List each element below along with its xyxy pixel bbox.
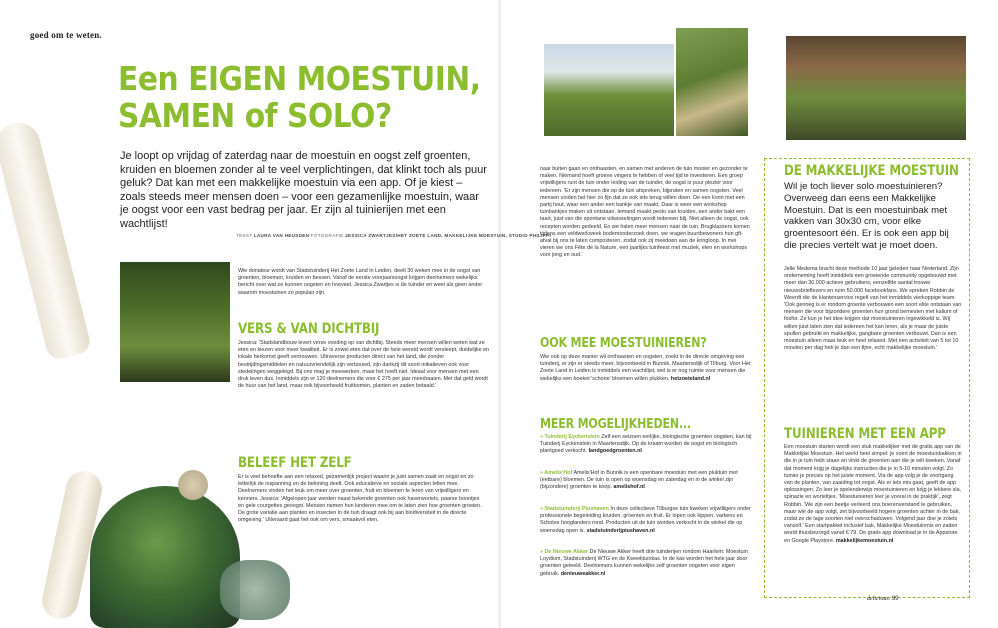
magazine-name: delicious. <box>867 596 891 602</box>
item-name: » Stadstuinderij Piushaven <box>540 506 609 512</box>
col1-paragraph-2: Jessica: 'Stadslandbouw levert verse voeding op van dichtbij. Steeds meer mensen willen weten wat ze eten en kiezen voor meer kwaliteit. Er is zowel eten dat over de hele wereld wordt versleept, duidelijke en lokale herkomst geeft vertrouwen. Ultraverse producten direct van het land, die zonder bestrijdingsmiddelen en natuurvriendelijk zijn verbouwd, zijn dankzij dit soort initiatieven ook voor stedelingen weggelegd. Bij ons mag je meewerken, maar het hoeft niet. Ideaal voor mensen met een druk leven dus. Inmiddels zijn er 120 deelnemers die voor € 275 per jaar meedraaien. Met dat geld wordt de huur van het land, maar ook bijvoorbeeld fruitbomen, planten en zaden betaald.' <box>238 340 490 390</box>
item-name: » Amelis'Hof <box>540 470 573 476</box>
item-text: In deze collectieve Tilburgse tuin kweken vrijwilligers onder professionele begeleiding kruiden, groenten en fruit. Er lopen ook kippen, varkens en Schotse hooglanders rond. Producten uit de tuin worden verkocht in de winkel die op woensdag open is. <box>540 506 751 534</box>
page-title <box>118 59 481 135</box>
garden-photo-2 <box>676 28 748 136</box>
item-link[interactable]: stadstuinderijpiushaven.nl <box>586 527 655 534</box>
heading-ook-mee: OOK MEE MOESTUINIEREN? <box>540 336 707 351</box>
item-text: Amelis'Hof in Bunnik is een openbare moestuin met een pluktuin met (eetbare) bloemen. De tuin is open op woensdag en zaterdag en in de winkel zijn (bijzondere) groenten te koop. <box>540 470 738 491</box>
heading-tuinieren-app: TUINIEREN MET EEN APP <box>784 426 946 442</box>
item-text: De Nieuwe Akker heeft drie tuinderijen rondom Haarlem: Moestuin Loydium, Stadstuinderij WTG en de Kweektuinkas. In de kas worden het hele jaar door groenten geteeld. Deelnemers kunnen wekelijks zelf groenten oogsten voor eigen gebruik. <box>540 549 748 577</box>
item-name: » Tuinderij Eyckenstein <box>540 434 600 440</box>
item-link[interactable]: denieuweakker.nl <box>560 570 606 577</box>
col1-paragraph-3: Er is veel behoefte aan een relaxed, gezamenlijk project waarin je juist samen zaait en oogst en zo letterlijk de inspanning en de beloning deelt. Ook educatieve en sociale aspecten tellen mee. Deelnemers vinden het leuk om meer over groenten, fruit en bloemen te leren van vrijwilligers en kenners. Jessica: 'Afgelopen jaar werden naast bekende groenten ook haverwortels, paarse boontjes en gele courgettes geoogst. Mensen nemen hun kinderen mee om te laten zien hoe groenten groeien. De grote variatie aan planten en insecten in de tuin draagt ook bij aan biodiversiteit in de directe omgeving.' Uiteraard gaat het ook om vers, smaakvol eten, <box>238 474 482 524</box>
greenhouse-photo <box>120 262 230 382</box>
sidebar-intro: Wil je toch liever solo moestuinieren? Overweeg dan eens een Makkelijke Moestuin. Dat is een moestuinbak met vakken van 30x30 cm, voor elke groentesoort één. Er is ook een app bij die precies vertelt wat je moet doen. <box>784 181 949 251</box>
title-line-2: SAMEN of SOLO? <box>118 96 392 135</box>
col2-paragraph-1: naar buiten gaan en onthaasten, en samen met anderen de tuin mooier en gezonder te maken. Niemand hoeft groene vingers te hebben of veel tijd te investeren. Een groep vrijwilligers runt de tuin onder leiding van de tuinder, de oogst is puur plezier voor iedereen. 'Er zijn mensen die op de tuin afspreken, bijpraten en samen oogsten. Veel mensen vinden het hier zo fijn dat ze ook iets terug willen doen. De een komt met een partij hout, waar een ander een bankje van maakt. Daar is weer een workshop tuinbankjes maken uit ontstaan. Iemand maakt pesto van kruiden, een ander bakt een taart, juist van die spontane uitwisselingen wordt iedereen blij. Niet alleen de oogst, ook recepten worden gedeeld. En we halen meer mensen naar de tuin. Brugklassers komen tijdens een veldwerkweek bodemonderzoek doen, we vragen buurtbewoners hun gft-afval bij ons te laten composteren, zodat ook zij meedoen aan de kringloop. In mei vieren we ons Fête de la Nature, een jaarlijks tuinfeest met muziek, eten en workshops voor jong en oud.' <box>540 166 750 259</box>
title-line-1: Een EIGEN MOESTUIN, <box>118 59 481 98</box>
item-text: Zelf een seizoen eerlijke, biologische groenten oogsten, kan bij Tuinderij Eyckenstein in Maartensdijk. Op de kraam worden de oogst en biologisch plantgoed verkocht. <box>540 434 752 455</box>
list-item <box>540 470 752 492</box>
col3-paragraph-2-text: Een moestuin starten wordt een stuk makkelijker met de gratis app van de Makkelijke Moestuin. Het werkt heel simpel: je voert de moestuinbakken in die in je tuin hebt staan en vinkt de groenten aan die je wilt kweken. Vanaf dat moment krijg je dagelijks instructies die je in 5-10 minuten volgt. Zo tuinier je precies op het juiste moment. Via de app volg je de voortgang van de planten, van zaaiding tot oogst. Als er iets mis gaat, geeft de app oplossingen. Zo leer je spelenderwijs moestuinieren en krijg je lekkere sla, spinazie en worteltjes. 'Moestuinieren leer je vooral in de praktijk', zegt Robbin. 'We zijn een beetje verleerd ons boerenverstand te gebruiken, maar wie de app volgt, zet bijvoorbeeld hogere groenten achter in de bak, zodat ze de lage soorten niet overschaduwen. Volgend jaar doe je zoiets vanzelf.' Een startpakket inclusief bak, Makkelijke Moestuinmix en zaden wordt thuisbezorgd vanaf € 79. De gratis app download je in de Appstore en Google Playstore. <box>784 444 962 544</box>
heading-meer: MEER MOGELIJKHEDEN... <box>540 417 692 432</box>
col1-paragraph-1: Wie donateur wordt van Stadstuinderij Het Zoete Land in Leiden, deelt 30 weken mee in de oogst van groenten, bloemen, kruiden en bessen. Vanaf de eerste voorjaarsoogst krijgen deelnemers wekelijks bericht over wat ze kunnen oogsten en hoeveel. Jessica Zwartjes is de tuinder en weet als geen ander waarom moestuinen zo populair zijn. <box>238 268 483 296</box>
item-name: » De Nieuwe Akker <box>540 549 589 555</box>
item-link[interactable]: landgoedgroenten.nl <box>588 448 642 455</box>
credits-photo-author: JESSICA ZWARTJES/HET ZOETE LAND, MAKKELIJKE MOESTUIN, STUDIO PHILIPPI <box>345 233 551 238</box>
col3-paragraph-1: Jelle Medema bracht deze methode 10 jaar geleden naar Nederland. Zijn onderneming heeft inmiddels een groeiende community opgebouwd met meer dan 30.000 actieve gebruikers, eenzelfde aantal trouwe nieuwsbrieflezers en ruim 50.000 facebookfans. We spreken Robbin de Weerdt die de klantenservice regelt van het inmiddels vierkoppige team. 'Ook genoeg is er rondom groente verbouwen een soort elite ontstaan van mensen die voor bijzondere groenten hun grond bemesten met kalium of fosfor. Ze kun je het idee krijgen dat moestuinieren ingewikkeld is. Wij willen juist laten zien dat iedereen het kan leren, als je maar de juiste spullen gebruikt en makkelijke, gangbare groenten verbouwt. Dan is een moestuin alleen maar leuk en heel relaxed. Met een activiteit van 5 tot 10 minuten per dag heb je dan een fijne, echt makkelijke moestuin.' <box>784 266 962 352</box>
herb-image <box>220 560 290 620</box>
heading-beleef: BELEEF HET ZELF <box>238 455 352 471</box>
mushroom-image <box>178 470 208 500</box>
col2-paragraph-2-text: Wie ook op deze manier wil onthaasten en oogsten, zoekt in de directe omgeving een tuinderij, er zijn er steeds meer, bijvoorbeeld in Bunnik, Maartensdijk of Tilburg. Voor Het Zoete Land in Leiden is inmiddels een wachtlijst, wel is er nog ruimte voor mensen die wekelijks een boeket 'schone' bloemen willen plukken. <box>540 354 751 382</box>
col2-paragraph-2 <box>540 354 752 383</box>
list-item <box>540 549 752 578</box>
section-header: goed om te weten. <box>30 30 102 40</box>
credits-text-label: TEKST <box>236 233 253 238</box>
credits-line <box>236 233 551 238</box>
credits-photo-label: FOTOGRAFIE <box>310 233 344 238</box>
garden-photo-3 <box>786 36 966 140</box>
heading-vers: VERS & VAN DICHTBIJ <box>238 321 380 337</box>
page-footer <box>867 596 899 602</box>
heading-makkelijke-moestuin: DE MAKKELIJKE MOESTUIN <box>784 163 959 179</box>
credits-text-author: LAURA VAN HEUSDEN <box>253 233 310 238</box>
intro-paragraph: Je loopt op vrijdag of zaterdag naar de moestuin en oogst zelf groenten, kruiden en bloemen zonder al te veel verplichtingen, dat klinkt toch als puur geluk? Dat kan met een makkelijke moestuin via een app. Of je kiest – zoals steeds meer mensen doen – voor een gezamenlijke moestuin, waar je oogst voor een vast bedrag per jaar. Er zijn al tuinierijen met een wachtlijst! <box>120 150 487 230</box>
col3-paragraph-2 <box>784 444 962 545</box>
makkelijkemoestuin-link[interactable]: makkelijkemoestuin.nl <box>835 537 894 544</box>
page-number: 99 <box>891 596 899 602</box>
parsnip-image <box>0 118 92 362</box>
list-item <box>540 506 752 535</box>
cabbage-image <box>90 486 240 628</box>
list-item <box>540 434 752 456</box>
page-spine <box>498 0 501 628</box>
hetzoeteland-link[interactable]: hetzoeteland.nl <box>670 375 711 382</box>
garden-photo-1 <box>544 44 674 136</box>
item-link[interactable]: amelishof.nl <box>613 484 645 491</box>
